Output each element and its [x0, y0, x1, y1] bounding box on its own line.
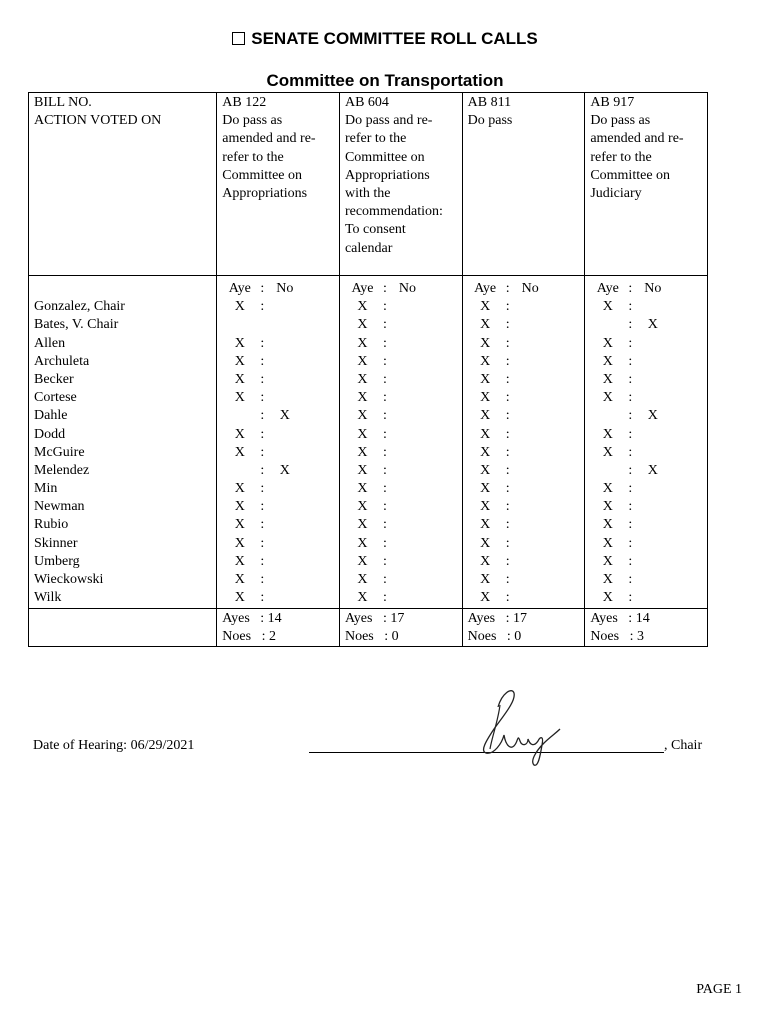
- vote-mark: [345, 571, 457, 589]
- aye-mark: X: [357, 335, 368, 351]
- vote-mark: [345, 371, 457, 389]
- vote-separator: :: [505, 335, 510, 351]
- bill-no-label: BILL NO.: [34, 95, 92, 110]
- vote-separator: :: [505, 408, 510, 424]
- vote-separator: :: [505, 317, 510, 333]
- aye-mark: X: [234, 299, 245, 315]
- aye-mark: X: [234, 535, 245, 551]
- member-name: Cortese: [34, 390, 77, 406]
- vote-mark: [345, 535, 457, 553]
- no-header: No: [276, 281, 294, 296]
- no-header: No: [644, 281, 662, 296]
- ayes-total: Ayes : 17: [344, 611, 405, 627]
- aye-mark: X: [602, 553, 613, 569]
- bill-action-line: refer to the: [222, 149, 284, 165]
- bill-votes-cell: [217, 276, 340, 609]
- vote-separator: :: [505, 572, 510, 587]
- aye-mark: X: [480, 499, 491, 515]
- vote-separator: :: [383, 572, 387, 587]
- vote-mark: [468, 407, 580, 425]
- vote-mark: [468, 498, 580, 516]
- aye-mark: X: [602, 371, 613, 387]
- noes-total: Noes : 2: [222, 628, 276, 644]
- vote-separator: :: [260, 408, 265, 424]
- vote-separator: :: [628, 462, 633, 478]
- bill-number: AB 122: [222, 95, 267, 110]
- bill-action-line: calendar: [344, 240, 393, 256]
- vote-mark: [222, 371, 334, 389]
- vote-mark: [345, 589, 457, 607]
- aye-mark: X: [480, 317, 491, 333]
- vote-mark: [345, 444, 457, 462]
- aye-mark: X: [602, 590, 613, 606]
- bill-action-line: amended and re-: [590, 131, 684, 147]
- vote-mark: [468, 371, 580, 389]
- aye-mark: X: [480, 590, 491, 606]
- vote-mark: [345, 353, 457, 371]
- vote-separator: :: [260, 553, 265, 569]
- bill-totals-cell: [339, 609, 462, 647]
- vote-separator: :: [260, 499, 265, 515]
- vote-header: [590, 280, 702, 298]
- vote-separator: :: [383, 535, 387, 551]
- vote-mark: [590, 426, 702, 444]
- vote-mark: [222, 553, 334, 571]
- vote-separator: :: [260, 299, 265, 315]
- vote-separator: :: [505, 426, 510, 442]
- vote-mark: [468, 480, 580, 498]
- aye-mark: X: [480, 299, 491, 315]
- bill-action-line: Committee on: [344, 149, 425, 165]
- vote-mark: [345, 426, 457, 444]
- bill-number: AB 811: [467, 95, 512, 110]
- vote-separator: :: [505, 590, 510, 606]
- vote-separator: :: [505, 371, 510, 387]
- bill-action-line: Committee on: [222, 167, 303, 183]
- aye-mark: X: [602, 535, 613, 551]
- bill-action-line: Committee on: [590, 167, 671, 183]
- member-name: McGuire: [34, 444, 85, 460]
- vote-mark: [590, 353, 702, 371]
- vote-mark: [468, 426, 580, 444]
- bill-totals-cell: [585, 609, 708, 647]
- vote-mark: [468, 353, 580, 371]
- vote-separator: :: [505, 499, 510, 515]
- vote-mark: [590, 516, 702, 534]
- aye-mark: X: [357, 535, 368, 551]
- aye-mark: X: [357, 499, 368, 515]
- vote-separator: :: [628, 535, 633, 551]
- ayes-total: Ayes : 14: [222, 611, 282, 627]
- bill-action-line: Judiciary: [590, 186, 642, 202]
- noes-total: Noes : 0: [344, 628, 399, 644]
- aye-mark: X: [602, 572, 613, 587]
- vote-mark: [590, 571, 702, 589]
- vote-separator: :: [505, 535, 510, 551]
- vote-separator: :: [383, 553, 387, 569]
- vote-separator: :: [383, 371, 387, 387]
- vote-mark: [468, 589, 580, 607]
- vote-mark: [345, 480, 457, 498]
- vote-separator: :: [628, 426, 633, 442]
- vote-mark: [345, 335, 457, 353]
- bill-action-line: Do pass: [467, 113, 513, 129]
- vote-mark: [345, 407, 457, 425]
- vote-mark: [345, 516, 457, 534]
- vote-mark: [468, 444, 580, 462]
- bill-number: AB 604: [344, 95, 389, 110]
- bill-action-line: Appropriations: [222, 186, 308, 202]
- vote-mark: [468, 298, 580, 316]
- aye-header: Aye: [351, 281, 374, 296]
- vote-separator: :: [383, 462, 387, 478]
- vote-mark: [222, 589, 334, 607]
- page-number: PAGE 1: [696, 982, 742, 997]
- aye-mark: X: [480, 408, 491, 424]
- vote-separator: :: [383, 281, 387, 296]
- vote-mark: [590, 371, 702, 389]
- aye-mark: X: [357, 353, 368, 369]
- vote-separator: :: [628, 517, 633, 533]
- vote-mark: [222, 516, 334, 534]
- vote-mark: [222, 407, 334, 425]
- totals-empty-cell: [29, 609, 217, 647]
- member-name: Skinner: [34, 535, 78, 551]
- vote-separator: :: [505, 553, 510, 569]
- aye-mark: X: [602, 499, 613, 515]
- vote-mark: [590, 335, 702, 353]
- aye-mark: X: [480, 353, 491, 369]
- vote-mark: [468, 335, 580, 353]
- member-name: Becker: [34, 371, 74, 387]
- vote-mark: [222, 571, 334, 589]
- vote-separator: :: [628, 408, 633, 424]
- bill-totals-cell: [217, 609, 340, 647]
- member-name: Dahle: [34, 408, 68, 424]
- vote-separator: :: [260, 371, 265, 387]
- vote-separator: :: [628, 390, 633, 406]
- aye-header: Aye: [474, 281, 497, 296]
- member-name: Min: [34, 481, 58, 497]
- aye-mark: X: [357, 371, 368, 387]
- vote-separator: :: [628, 353, 633, 369]
- aye-mark: X: [480, 517, 491, 533]
- vote-mark: [222, 335, 334, 353]
- member-name: Rubio: [34, 517, 69, 533]
- vote-separator: :: [505, 517, 510, 533]
- vote-mark: [222, 480, 334, 498]
- aye-mark: X: [357, 408, 368, 424]
- bill-header-cell: [217, 93, 340, 276]
- vote-separator: :: [383, 335, 387, 351]
- aye-mark: X: [357, 553, 368, 569]
- aye-mark: X: [480, 535, 491, 551]
- vote-separator: :: [383, 444, 387, 460]
- vote-separator: :: [628, 444, 633, 460]
- vote-separator: :: [505, 481, 510, 497]
- vote-separator: :: [260, 426, 265, 442]
- aye-mark: X: [357, 517, 368, 533]
- aye-mark: X: [480, 572, 491, 587]
- vote-separator: :: [628, 553, 633, 569]
- ayes-total: Ayes : 14: [590, 611, 650, 627]
- bill-header-row: [29, 93, 708, 276]
- member-name: Bates, V. Chair: [34, 317, 119, 333]
- aye-mark: X: [480, 481, 491, 497]
- document-title: [0, 29, 770, 49]
- vote-separator: :: [628, 281, 633, 296]
- vote-mark: [222, 298, 334, 316]
- vote-mark: [468, 535, 580, 553]
- aye-mark: X: [357, 426, 368, 442]
- member-name: Umberg: [34, 553, 80, 569]
- vote-mark: [468, 553, 580, 571]
- aye-mark: X: [234, 590, 245, 606]
- header-labels-cell: [29, 93, 217, 276]
- no-mark: X: [647, 462, 658, 478]
- no-header: No: [521, 281, 539, 296]
- vote-separator: :: [628, 590, 633, 606]
- vote-mark: [468, 516, 580, 534]
- vote-separator: :: [383, 517, 387, 533]
- aye-mark: X: [357, 390, 368, 406]
- vote-header: [222, 280, 334, 298]
- vote-mark: [590, 498, 702, 516]
- member-name: Newman: [34, 499, 85, 515]
- vote-mark: [345, 462, 457, 480]
- vote-separator: :: [628, 335, 633, 351]
- vote-mark: [590, 407, 702, 425]
- aye-mark: X: [480, 426, 491, 442]
- vote-separator: :: [260, 535, 265, 551]
- vote-separator: :: [260, 462, 265, 478]
- ayes-total: Ayes : 17: [467, 611, 528, 627]
- aye-mark: X: [602, 335, 613, 351]
- vote-mark: [590, 298, 702, 316]
- vote-mark: [222, 316, 334, 334]
- vote-separator: :: [505, 299, 510, 315]
- aye-mark: X: [234, 426, 245, 442]
- vote-mark: [345, 553, 457, 571]
- no-mark: X: [647, 408, 658, 424]
- vote-mark: [468, 389, 580, 407]
- vote-mark: [590, 389, 702, 407]
- chair-signature: [468, 685, 564, 770]
- vote-separator: :: [383, 390, 387, 406]
- vote-separator: :: [505, 281, 510, 296]
- aye-mark: X: [234, 335, 245, 351]
- date-of-hearing: Date of Hearing: 06/29/2021: [33, 738, 195, 753]
- bill-votes-cell: [462, 276, 585, 609]
- aye-mark: X: [234, 517, 245, 533]
- member-name: Gonzalez, Chair: [34, 299, 125, 315]
- bill-number: AB 917: [590, 95, 635, 110]
- vote-separator: :: [260, 590, 265, 606]
- vote-separator: :: [260, 281, 265, 296]
- vote-separator: :: [260, 572, 265, 587]
- bill-totals-cell: [462, 609, 585, 647]
- vote-separator: :: [383, 317, 387, 333]
- vote-separator: :: [383, 408, 387, 424]
- vote-separator: :: [628, 299, 633, 315]
- vote-separator: :: [383, 499, 387, 515]
- committee-name: Committee on Transportation: [266, 71, 504, 90]
- no-mark: X: [279, 462, 290, 478]
- aye-mark: X: [602, 353, 613, 369]
- aye-mark: X: [234, 499, 245, 515]
- aye-mark: X: [234, 390, 245, 406]
- vote-mark: [590, 535, 702, 553]
- aye-mark: X: [480, 462, 491, 478]
- aye-mark: X: [234, 572, 245, 587]
- vote-separator: :: [383, 590, 387, 606]
- noes-total: Noes : 3: [590, 628, 644, 644]
- aye-header: Aye: [596, 281, 619, 296]
- bill-action-line: Do pass and re-: [344, 113, 433, 129]
- aye-mark: X: [602, 444, 613, 460]
- vote-separator: :: [383, 299, 387, 315]
- aye-mark: X: [480, 390, 491, 406]
- bill-action-line: amended and re-: [222, 131, 316, 147]
- bill-header-cell: [585, 93, 708, 276]
- member-name: Archuleta: [34, 353, 90, 369]
- vote-separator: :: [628, 499, 633, 515]
- aye-mark: X: [234, 371, 245, 387]
- vote-mark: [468, 462, 580, 480]
- bill-action-line: recommendation:: [344, 204, 443, 220]
- aye-mark: X: [480, 371, 491, 387]
- vote-separator: :: [260, 390, 265, 406]
- checkbox-icon: [232, 32, 245, 45]
- bill-action-line: refer to the: [590, 149, 652, 165]
- vote-separator: :: [628, 572, 633, 587]
- member-name: Wieckowski: [34, 572, 104, 587]
- aye-mark: X: [357, 590, 368, 606]
- no-header: No: [398, 281, 417, 296]
- votes-row: [29, 276, 708, 609]
- aye-mark: X: [602, 517, 613, 533]
- action-voted-on-label: ACTION VOTED ON: [34, 113, 162, 129]
- vote-mark: [222, 535, 334, 553]
- aye-mark: X: [357, 572, 368, 587]
- aye-mark: X: [234, 444, 245, 460]
- vote-separator: :: [505, 353, 510, 369]
- vote-separator: :: [505, 444, 510, 460]
- roll-call-table: [28, 92, 708, 647]
- aye-mark: X: [234, 481, 245, 497]
- vote-separator: :: [383, 353, 387, 369]
- member-name: Dodd: [34, 426, 66, 442]
- vote-mark: [590, 462, 702, 480]
- bill-action-line: Appropriations: [344, 167, 430, 183]
- vote-mark: [345, 498, 457, 516]
- vote-header: [345, 280, 457, 298]
- vote-mark: [590, 444, 702, 462]
- aye-mark: X: [234, 353, 245, 369]
- vote-separator: :: [628, 371, 633, 387]
- aye-mark: X: [357, 444, 368, 460]
- vote-separator: :: [383, 481, 387, 497]
- totals-row: [29, 609, 708, 647]
- members-spacer: [34, 280, 211, 298]
- member-name: Wilk: [34, 590, 62, 606]
- aye-mark: X: [480, 444, 491, 460]
- member-name: Melendez: [34, 462, 90, 478]
- aye-mark: X: [234, 553, 245, 569]
- vote-mark: [468, 316, 580, 334]
- aye-mark: X: [602, 299, 613, 315]
- vote-separator: :: [383, 426, 387, 442]
- vote-separator: :: [260, 517, 265, 533]
- members-cell: [29, 276, 217, 609]
- aye-mark: X: [357, 317, 368, 333]
- bill-action-line: To consent: [344, 222, 406, 238]
- vote-separator: :: [628, 481, 633, 497]
- aye-mark: X: [480, 335, 491, 351]
- member-name: Allen: [34, 335, 66, 351]
- chair-label: , Chair: [664, 738, 703, 753]
- vote-separator: :: [628, 317, 633, 333]
- noes-total: Noes : 0: [467, 628, 522, 644]
- vote-mark: [345, 389, 457, 407]
- vote-mark: [345, 298, 457, 316]
- vote-separator: :: [260, 335, 265, 351]
- bill-action-line: with the: [344, 186, 391, 202]
- vote-mark: [590, 316, 702, 334]
- aye-mark: X: [602, 390, 613, 406]
- aye-mark: X: [602, 426, 613, 442]
- aye-mark: X: [602, 481, 613, 497]
- no-mark: X: [647, 317, 658, 333]
- vote-separator: :: [260, 353, 265, 369]
- aye-mark: X: [357, 299, 368, 315]
- vote-mark: [222, 444, 334, 462]
- document-title-text: SENATE COMMITTEE ROLL CALLS: [251, 29, 538, 48]
- vote-mark: [222, 426, 334, 444]
- vote-separator: :: [505, 462, 510, 478]
- no-mark: X: [279, 408, 290, 424]
- bill-action-line: Do pass as: [590, 113, 651, 129]
- vote-separator: :: [505, 390, 510, 406]
- aye-mark: X: [480, 553, 491, 569]
- vote-header: [468, 280, 580, 298]
- vote-separator: :: [260, 444, 265, 460]
- vote-mark: [590, 480, 702, 498]
- aye-mark: X: [357, 462, 368, 478]
- bill-header-cell: [339, 93, 462, 276]
- vote-mark: [222, 462, 334, 480]
- vote-mark: [345, 316, 457, 334]
- bill-votes-cell: [585, 276, 708, 609]
- vote-mark: [590, 589, 702, 607]
- vote-separator: :: [260, 481, 265, 497]
- bill-votes-cell: [339, 276, 462, 609]
- vote-mark: [222, 498, 334, 516]
- vote-mark: [222, 389, 334, 407]
- aye-mark: X: [357, 481, 368, 497]
- vote-mark: [468, 571, 580, 589]
- vote-mark: [222, 353, 334, 371]
- bill-header-cell: [462, 93, 585, 276]
- vote-mark: [590, 553, 702, 571]
- bill-action-line: Do pass as: [222, 113, 283, 129]
- bill-action-line: refer to the: [344, 131, 407, 147]
- aye-header: Aye: [228, 281, 251, 296]
